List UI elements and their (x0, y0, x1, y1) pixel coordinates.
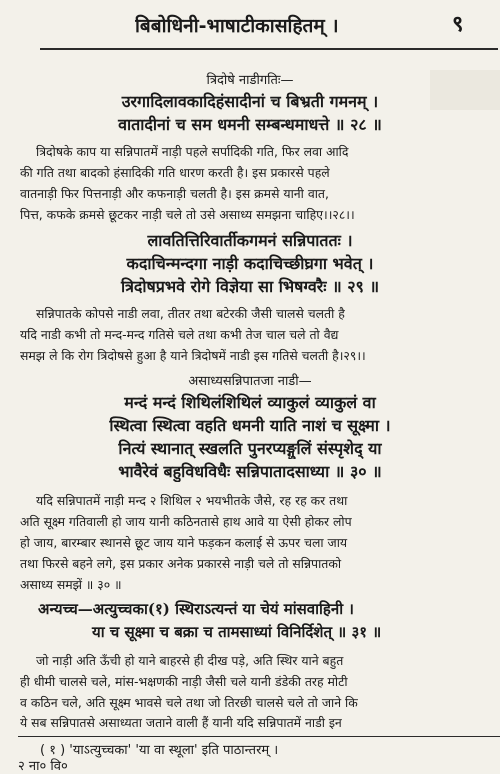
verse-line: कदाचिन्मन्दगा नाड़ी कदाचिच्छीघ्रगा भवेत् । (126, 254, 374, 273)
verse-line: स्थित्वा स्थित्वा वहति धमनी याति नाशं च सूक्ष्मा । (109, 416, 391, 435)
prose-line: ये सब सन्निपातसे असाध्यता जताने वाली हैं यानी यदि सन्निपातमें नाडी इन (20, 715, 342, 730)
prose-line: समझ ले कि रोग त्रिदोषसे हुआ है याने त्रिदोषमें नाडी इस गतिसे चलती है।२९।। (20, 348, 366, 363)
prose-line: ही धीमी चालसे चले, मांस-भक्षणकी नाड़ी जैसी चले यानी डंडेकी तरह मोटी (20, 674, 348, 689)
header-rule (40, 48, 498, 50)
footnote-rule (18, 736, 500, 737)
prose-line: वातनाड़ी फिर पित्तनाड़ी और कफनाड़ी चलती है। इस क्रमसे यानी वात, (20, 186, 329, 201)
prose-line: यदि नाडी कभी तो मन्द-मन्द गतिसे चले तथा कभी तेज चाल चले तो वैद्य (20, 327, 339, 342)
page-number: ९ (452, 12, 464, 37)
running-header-title: बिबोधिनी-भाषाटीकासहितम् । (135, 15, 339, 37)
verse-line: नित्यं स्थानात् स्खलति पुनरप्यङ्गुलिं संस्पृशेद् या (118, 439, 382, 458)
prose-line: पित्त, कफके क्रमसे छूटकर नाड़ी चले तो उसे असाध्य समझना चाहिए।।२८।। (20, 207, 355, 222)
footnote: ( १ ) 'याऽत्युच्चका' 'या वा स्थूला' इति पाठान्तरम् । (40, 743, 279, 758)
prose-line: की गति तथा बादको हंसादिकी गति धारण करती है। इस प्रकारसे पहले (20, 165, 330, 180)
prose-line: व कठिन चले, अति सूक्ष्म भावसे चले तथा जो तिरछी चालसे चले तो जाने कि (20, 695, 358, 710)
prose-line: सन्निपातके कोपसे नाडी लवा, तीतर तथा बटेरकी जैसी चालसे चलती है (36, 306, 345, 321)
verse-line: मन्दं मन्दं शिथिलंशिथिलं व्याकुलं व्याकुलं वा (124, 393, 376, 412)
prose-line: तथा फिरसे बहने लगे, इस प्रकार अनेक प्रकारसे नाड़ी चले तो सन्निपातको (20, 556, 342, 571)
verse-line: लावतित्तिरिवार्तीकगमनं सन्निपाततः । (147, 231, 353, 250)
prose-line: त्रिदोषके काप या सन्निपातमें नाड़ी पहले सर्पादिकी गति, फिर लवा आदि (36, 144, 349, 159)
signature-mark: २ ना० वि० (18, 759, 68, 774)
verse-line: या च सूक्ष्मा च बक्रा च तामसाध्यां विनिर्दिशेत् ॥ ३१ ॥ (92, 623, 382, 641)
verse-line: अन्यच्च—अत्युच्चका(१) स्थिराऽत्यन्तं या चेयं मांसवाहिनी । (38, 600, 354, 618)
prose-line: असाध्य समझें ॥ ३० ॥ (20, 577, 122, 592)
prose-line: अति सूक्ष्म गतिवाली हो जाय यानी कठिनतासे हाथ आवे या ऐसी होकर लोप (20, 514, 352, 529)
prose-line: यदि सन्निपातमें नाड़ी मन्द २ शिथिल २ भयभीतके जैसे, रह रह कर तथा (36, 493, 348, 508)
section-heading-incurable-pulse: असाध्यसन्निपातजा नाडी— (188, 374, 312, 389)
section-heading-tridosha-pulse: त्रिदोषे नाडीगतिः— (206, 73, 294, 88)
verse-line: भावैरेवं बहुविधविधैः सन्निपातादसाध्या ॥ ३० ॥ (118, 462, 382, 481)
verse-line: वातादीनां च सम धमनी सम्बन्धमाधत्ते ॥ २८ ॥ (118, 115, 382, 134)
verse-line: त्रिदोषप्रभवे रोगे विज्ञेया सा भिषग्वरैः ॥ २९ ॥ (120, 277, 380, 296)
verse-line: उरगादिलावकादिहंसादीनां च बिभ्रती गमनम् । (121, 92, 379, 111)
prose-line: जो नाड़ी अति ऊँची हो याने बाहरसे ही दीख पड़े, अति स्थिर याने बहुत (36, 653, 344, 668)
prose-line: हो जाय, बारम्बार स्थानसे छूट जाय याने फड़कन कलाई से ऊपर चला जाय (20, 535, 348, 550)
